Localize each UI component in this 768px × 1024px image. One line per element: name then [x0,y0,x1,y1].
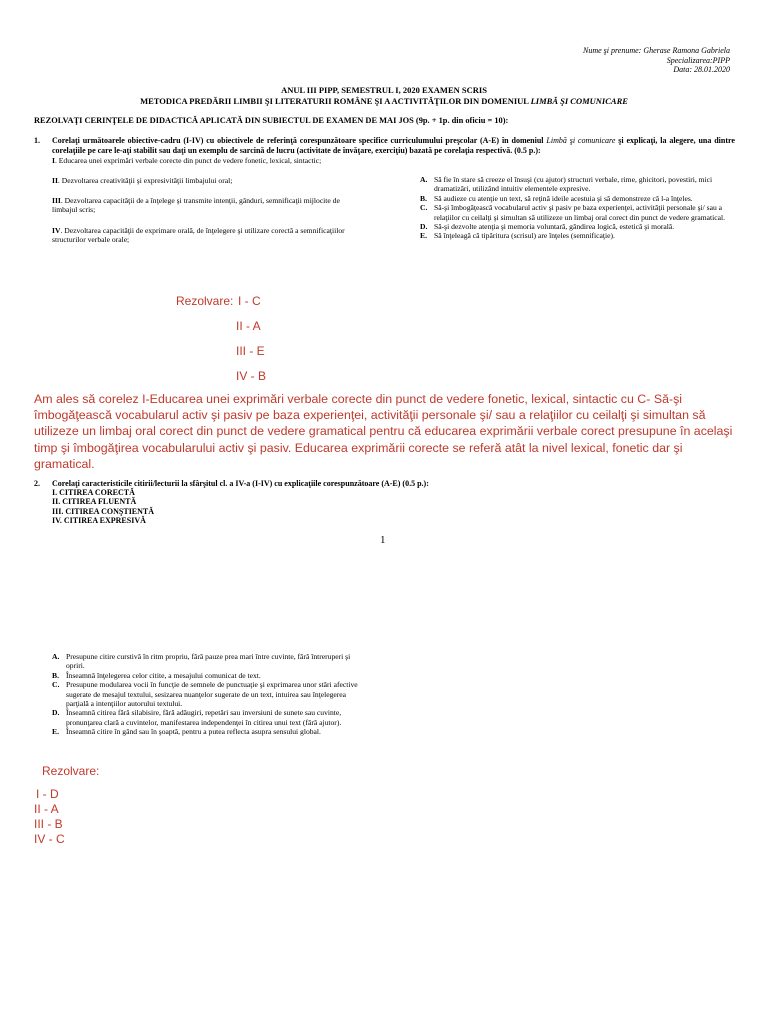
q1-item-4-num: IV [52,226,61,235]
q1-solution-line-4: IV - B [236,369,267,383]
q2-item-2: II. CITIREA FLUENTĂ [52,497,137,507]
q1-text-a: Corelaţi următoarele obiective-cadru (I-IV) cu obiectivele de referinţă corespunzătoare specifice curriculumului preşcolar (A-E) în domeniul [52,136,547,145]
q1-item-1-text: . Educarea unei exprimări verbale corecte din punct de vedere fonetic, lexical, sintactic; [54,156,322,165]
course-title [0,96,768,106]
q2-solution-label: Rezolvare: [42,764,100,778]
q1-item-2 [52,176,382,185]
q2-option-c-letter: C. [52,680,60,690]
course-title-main: METODICA PREDĂRII LIMBII ŞI LITERATURII ROMÂNE ŞI A ACTIVITĂŢILOR DIN DOMENIUL [140,96,531,106]
q1-solution-line-3: III - E [236,344,265,358]
q1-item-3-num: III [52,196,61,205]
q2-option-c [52,680,366,708]
specialization: Specializarea:PIPP [666,55,730,65]
q1-text-b: şi explicaţi, la alegere, una dintre corelaţiile pe care le-aţi stabilit sau daţi un exemplu de sarcină de lucru (activitate de învăţare, exerciţiu) bazată pe corelaţia respectivă. (0.5 p.): [52,136,735,155]
q1-option-c [420,203,736,222]
q1-option-e-text: Să înţeleagă că tipăritura (scrisul) are înţeles (semnificaţie). [434,231,615,241]
q1-option-d-text: Să-şi dezvolte atenţia şi memoria voluntară, gândirea logică, estetică şi morală. [434,222,675,232]
q2-option-e [52,727,366,736]
q2-solution-line-1: I - D [36,787,59,801]
q1-options [420,175,736,241]
q1-option-a [420,175,736,194]
q1-solution-line-2: II - A [236,319,261,333]
q1-text-ital: Limbă şi comunicare [546,136,616,145]
course-title-domain: LIMBĂ ŞI COMUNICARE [530,96,628,106]
page-number: 1 [380,534,386,546]
q1-item-3 [52,196,352,215]
q2-item-4: IV. CITIREA EXPRESIVĂ [52,516,146,526]
q1-item-2-text: . Dezvoltarea creativităţii şi expresivităţii limbajului oral; [57,176,233,185]
q1-option-c-letter: C. [420,203,428,213]
q2-option-a [52,652,366,671]
q2-item-1: I. CITIREA CORECTĂ [52,488,135,497]
q2-option-b-text: Înseamnă înţelegerea celor citite, a mesajului comunicat de text. [66,670,261,680]
q2-option-a-text: Presupune citire curstivă în ritm propriu, fără pauze prea mari între cuvinte, fără întreruperi şi opriri. [66,652,351,671]
q2-option-d-letter: D. [52,708,60,718]
q1-option-d [420,222,736,231]
q1-item-2-num: II [52,176,58,185]
q1-explanation: Am ales să corelez I-Educarea unei exprimări verbale corecte din punct de vedere fonetic, lexical, sintactic cu C- Să-şi îmbogăţească vocabularul activ şi pasiv pe baza experienţei, activităţii personale şi/ sau a relaţiilor cu ceilalţi şi simultan să utilizeze un limbaj oral corect din punct de vedere gramatical pentru că educarea exprimării verbale corect presupune în acelaşi timp şi îmbogăţirea vocabularului activ şi pasiv. Educarea exprimării corecte se referă atât la nivel lexical, fonetic dar şi gramatical. [34,392,733,471]
q1-item-4-text: . Dezvoltarea capacităţii de exprimare orală, de înţelegere şi utilizare corectă a semnificaţiilor structurilor verbale orale; [52,226,345,245]
q1-option-e [420,231,736,240]
q1-option-b-text: Să audieze cu atenţie un text, să reţină ideile acestuia şi să demonstreze că l-a înţeles. [434,193,693,203]
q1-solution-line-1: I - C [238,294,261,308]
student-name: Nume şi prenume: Gherase Ramona Gabriela [582,46,730,55]
q2-option-b-letter: B. [52,670,59,680]
q2-option-e-text: Înseamnă citire în gând sau în şoaptă, pentru a putea reflecta asupra sensului global. [66,727,321,737]
q1-solution-label: Rezolvare: [176,294,234,308]
q1-text [52,136,735,156]
q2-option-b [52,671,366,680]
q2-solution-line-3: III - B [34,817,63,831]
exam-date: Data: 28.01.2020 [673,65,730,75]
q2-items [52,488,154,526]
q2-text: Corelaţi caracteristicile citirii/lecturii la sfârşitul cl. a IV-a (I-IV) cu explicaţiile corespunzătoare (A-E) (0.5 p.): [52,479,429,488]
q2-item-3: III. CITIREA CONŞTIENTĂ [52,506,155,516]
q2-option-d-text: Înseamnă citirea fără silabisire, fără adăugiri, repetări sau inversiuni de sunete sau cuvinte, pronunţarea clară a cuvintelor, manifestarea independenţei în citirea unui text (fără ajutor). [66,708,342,727]
q2-option-e-letter: E. [52,727,59,737]
q1-option-a-letter: A. [420,175,428,184]
q1-option-a-text: Să fie în stare să creeze el însuşi (cu ajutor) structuri verbale, rime, ghicitori, povestiri, mici dramatizări, utilizând intuitiv elementele expresive. [434,175,713,194]
q1-item-1 [52,156,382,165]
q1-number: 1. [34,136,40,145]
q1-item-4 [52,226,352,245]
q2-solution-line-2: II - A [34,802,59,816]
q1-option-d-letter: D. [420,222,428,232]
q1-option-b-letter: B. [420,193,427,203]
q2-option-d [52,708,366,727]
q2-options [52,652,366,737]
student-info [583,46,730,75]
q1-option-b [420,194,736,203]
q2-number: 2. [34,479,40,488]
instructions: REZOLVAŢI CERINŢELE DE DIDACTICĂ APLICATĂ DIN SUBIECTUL DE EXAMEN DE MAI JOS (9p. + 1p. din oficiu = 10): [34,116,509,125]
q1-item-1-num: I [52,156,55,165]
q2-option-c-text: Presupune modularea vocii în funcţie de semnele de punctuaţie şi exprimarea unor stări afective sugerate de mesajul textului, sesizarea nuanţelor sugerate de un text, intuirea sau înţelegerea parţială a intenţiilor autorului textului. [66,680,358,709]
q1-option-e-letter: E. [420,231,427,241]
q1-option-c-text: Să-şi îmbogăţească vocabularul activ şi pasiv pe baza experienţei, activităţii personale şi/ sau a relaţiilor cu ceilalţi şi simultan să utilizeze un limbaj oral corect din punct de vedere gramatical. [434,203,725,222]
q2-solution-line-4: IV - C [34,832,65,846]
q2-option-a-letter: A. [52,652,60,661]
exam-title: ANUL III PIPP, SEMESTRUL I, 2020 EXAMEN SCRIS [281,85,487,95]
q1-item-3-text: . Dezvoltarea capacităţii de a înţelege şi transmite intenţii, gânduri, semnificaţii mijlocite de limbajul scris; [52,196,340,215]
